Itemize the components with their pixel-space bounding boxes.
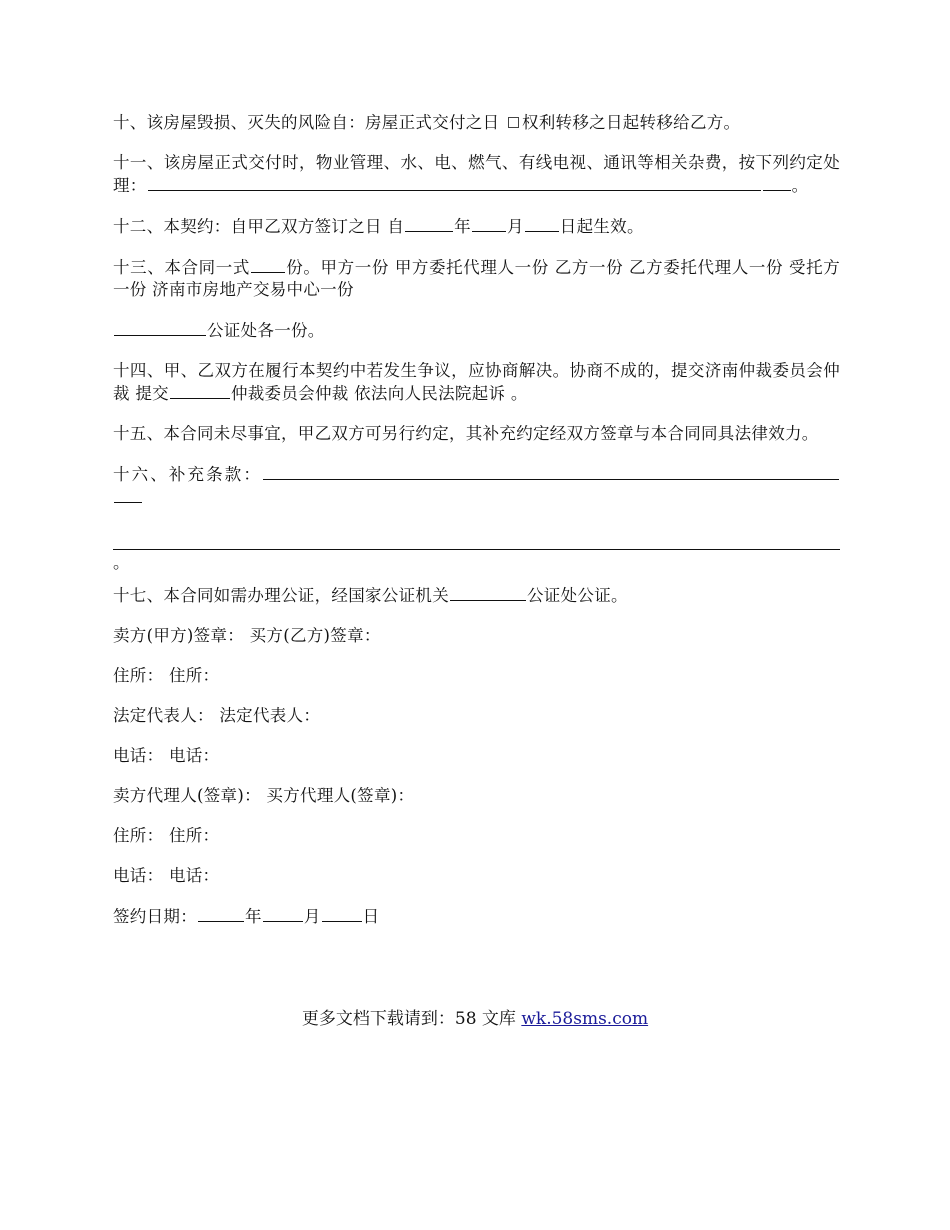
clause-text: 日起生效。 <box>559 217 644 236</box>
clause-text: 公证处公证。 <box>527 586 628 605</box>
blank-day <box>525 215 559 232</box>
clause-text: 十三、本合同一式 <box>113 258 250 277</box>
clause-11 <box>113 152 840 197</box>
clause-16 <box>113 463 840 574</box>
clause-13 <box>113 256 840 301</box>
clause-text: 十五、本合同未尽事宜，甲乙双方可另行约定，其补充约定经双方签章与本合同同具法律效力。 <box>113 424 819 443</box>
footer-text: 更多文档下载请到：58 文库 <box>301 1009 522 1029</box>
clause-13-notary <box>113 319 840 342</box>
signature-phone-line: 电话： 电话： <box>113 746 220 765</box>
clause-text: 月 <box>506 217 524 236</box>
blank-day <box>322 905 362 922</box>
blank-year <box>198 905 244 922</box>
clause-text: 。 <box>791 176 809 195</box>
clause-text: 仲裁委员会仲裁 依法向人民法院起诉 。 <box>230 384 528 403</box>
signature-address-line: 住所： 住所： <box>113 666 220 685</box>
blank-notary <box>114 319 206 336</box>
signature-phone-line: 电话： 电话： <box>113 866 220 885</box>
signature-seal-line: 卖方(甲方)签章： 买方(乙方)签章： <box>113 626 381 645</box>
blank-line <box>148 174 761 191</box>
signature-date-line <box>113 905 840 928</box>
clause-text: 十、该房屋毁损、灭失的风险自：房屋正式交付之日 <box>113 113 505 132</box>
clause-text: 十四、甲、乙双方在履行本契约中若发生争议，应协商解决。协商不成的，提交济南仲裁委员会仲裁 提交 <box>113 361 840 403</box>
blank-line <box>114 486 142 503</box>
clause-14 <box>113 360 840 405</box>
date-text: 年 <box>245 907 262 926</box>
blank-line <box>113 529 840 550</box>
clause-text: 公证处各一份。 <box>207 321 325 340</box>
blank-line <box>763 174 791 191</box>
signature-agent-line: 卖方代理人(签章)： 买方代理人(签章)： <box>113 786 415 805</box>
document-body <box>113 112 840 946</box>
footer-link[interactable]: wk.58sms.com <box>521 1009 649 1029</box>
signature-legal-rep-line: 法定代表人： 法定代表人： <box>113 706 321 725</box>
signature-address-line: 住所： 住所： <box>113 826 220 845</box>
blank-line <box>263 463 839 480</box>
clause-12 <box>113 215 840 238</box>
clause-text: 十一、该房屋正式交付时，物业管理、水、电、燃气、有线电视、通讯等相关杂费，按下列约定处理： <box>113 153 840 195</box>
clause-text: 十七、本合同如需办理公证，经国家公证机关 <box>113 586 449 605</box>
blank-notary <box>450 584 526 601</box>
blank-arbitration <box>170 382 230 399</box>
clause-17 <box>113 584 840 607</box>
date-text: 日 <box>362 907 380 926</box>
blank-month <box>472 215 506 232</box>
clause-text: 十六、补充条款： <box>113 465 262 484</box>
date-text: 月 <box>303 907 321 926</box>
date-label: 签约日期： <box>113 907 197 926</box>
clause-text: 权利转移之日起转移给乙方。 <box>521 113 741 132</box>
clause-text: 年 <box>454 217 471 236</box>
clause-text: 。 <box>113 553 130 572</box>
clause-10 <box>113 112 840 134</box>
blank-month <box>263 905 303 922</box>
footer <box>0 1004 950 1029</box>
clause-text: 份。甲方一份 甲方委托代理人一份 乙方一份 乙方委托代理人一份 受托方一份 济南市房地产交易中心一份 <box>113 258 840 299</box>
blank-copies <box>251 256 285 273</box>
clause-15 <box>113 423 840 445</box>
blank-year <box>405 215 453 232</box>
checkbox-icon <box>508 117 519 128</box>
clause-text: 十二、本契约：自甲乙双方签订之日 自 <box>113 217 405 236</box>
